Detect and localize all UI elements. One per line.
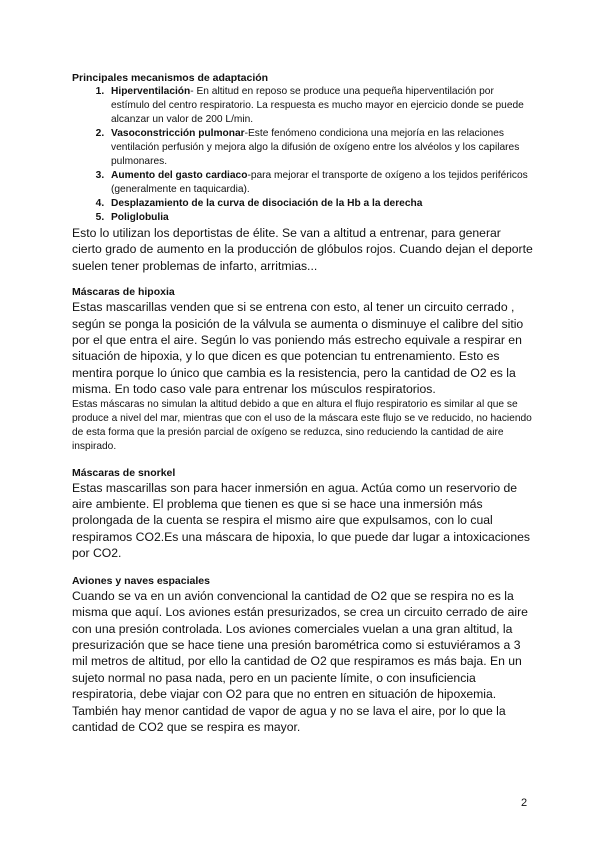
hypoxia-masks-paragraph: Estas mascarillas venden que si se entrena con esto, al tener un circuito cerrado , según se ponga la posición de la válvula se aumenta o disminuye el calibre del sitio por el que entra el aire. Según lo vas poniendo más estrecho equivale a respirar en situación de hipoxia, y lo que dicen es que potencian tu entrenamiento. Esto es mentira porque lo único que cambia es la resistencia, pero la cantidad de O2 es la misma. En todo caso vale para entrenar los músculos respiratorios. — [72, 300, 524, 397]
snorkel-masks-paragraph: Estas mascarillas son para hacer inmersión en agua. Actúa como un reservorio de aire ambiente. El problema que tienen es que si se hace una inmersión más prolongada de la cuenta se respira el mismo aire que expulsamos, con lo cual respiramos CO2.Es una máscara de hipoxia, lo que puede dar lugar a intoxicaciones por CO2. — [72, 480, 530, 561]
section-heading-adaptation: Principales mecanismos de adaptación — [72, 72, 269, 84]
list-item-term: Vasoconstricción pulmonar — [111, 128, 245, 139]
section-heading-aircraft: Aviones y naves espaciales — [72, 574, 210, 587]
adaptation-paragraph: Esto lo utilizan los deportistas de élite. Se van a altitud a entrenar, para generar cierto grado de aumento en la producción de glóbulos rojos. Cuando dejan el deporte suelen tener problemas de infarto, arritmias... — [72, 226, 533, 273]
list-item-text: - En altitud en reposo se produce una pequeña hiperventilación por estímulo del centro respiratorio. La respuesta es mucho mayor en ejercicio donde se puede alcanzar un valor de 200 L/min. — [111, 86, 524, 125]
section-heading-snorkel-masks: Máscaras de snorkel — [72, 466, 176, 479]
document-page — [72, 71, 534, 735]
adaptation-list — [72, 85, 534, 225]
section-heading-hypoxia-masks: Máscaras de hipoxia — [72, 286, 175, 299]
list-item-term: Poliglobulia — [111, 212, 169, 223]
page-number: 2 — [521, 797, 528, 809]
list-item — [107, 197, 534, 211]
list-item-term: Aumento del gasto cardiaco — [111, 170, 248, 181]
list-item-text: -para mejorar el transporte de oxígeno a los tejidos periféricos (generalmente en taquicardia). — [111, 170, 528, 195]
list-item-term: Hiperventilación — [111, 86, 191, 97]
list-item — [107, 127, 534, 169]
list-item-text: -Este fenómeno condiciona una mejoría en las relaciones ventilación perfusión y mejora algo la difusión de oxígeno entre los alvéolos y los capilares pulmonares. — [111, 128, 520, 167]
list-item-term: Desplazamiento de la curva de disociación de la Hb a la derecha — [111, 198, 423, 209]
hypoxia-masks-note: Estas máscaras no simulan la altitud debido a que en altura el flujo respiratorio es similar al que se produce a nivel del mar, mientras que con el uso de la máscara este flujo se ve reducido, no haciendo de esta forma que la presión parcial de oxígeno se reduzca, sino reduciendo la cantidad de aire inspirado. — [72, 398, 532, 452]
list-item — [107, 85, 534, 127]
aircraft-paragraph: Cuando se va en un avión convencional la cantidad de O2 que se respira no es la misma que aquí. Los aviones están presurizados, se crea un circuito cerrado de aire con una presión controlada. Los aviones comerciales vuelan a una gran altitud, la presurización que se hace tiene una presión barométrica como si estuviéramos a 3 mil metros de altitud, por ello la cantidad de O2 que respiramos es más baja. En un sujeto normal no pasa nada, pero en un paciente límite, o con insuficiencia respiratoria, debe viajar con O2 para que no entren en situación de hipoxemia. También hay menor cantidad de vapor de agua y no se lava el aire, por lo que la cantidad de CO2 que se respira es mayor. — [72, 588, 528, 734]
list-item — [107, 211, 534, 225]
list-item — [107, 169, 534, 197]
